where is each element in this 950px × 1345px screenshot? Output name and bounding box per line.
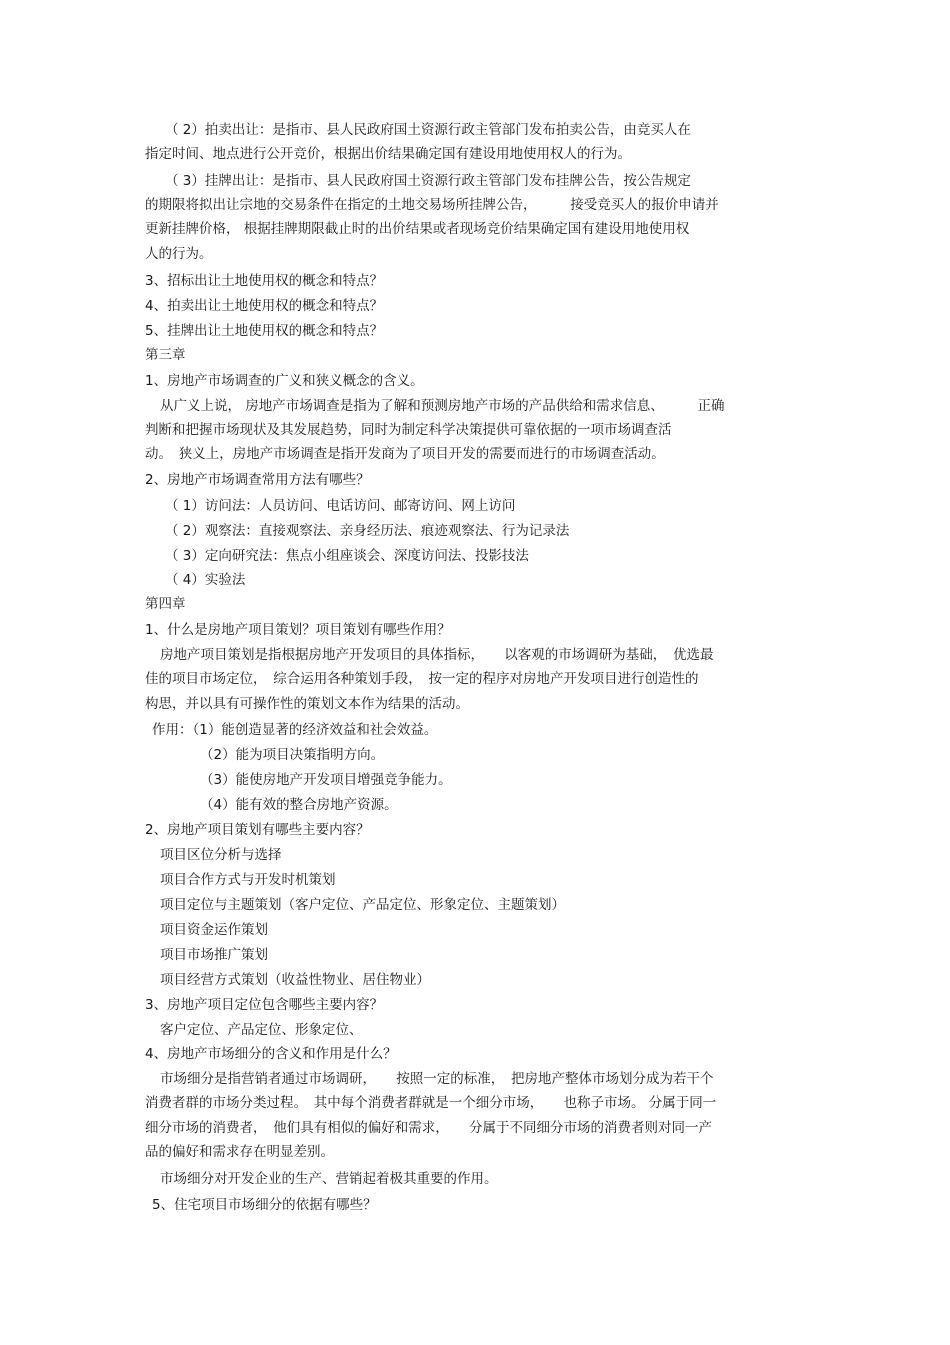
list-item: 项目合作方式与开发时机策划 (160, 872, 336, 888)
list-item: 项目资金运作策划 (160, 922, 268, 938)
list-item: 项目市场推广策划 (160, 947, 268, 963)
question-heading: 2、房地产市场调查常用方法有哪些？ (145, 472, 370, 488)
text-line: 市场细分是指营销者通过市场调研， 按照一定的标准， 把房地产整体市场划分成为若干个 (160, 1071, 714, 1087)
list-item: （ 2）观察法：直接观察法、亲身经历法、痕迹观察法、行为记录法 (165, 523, 570, 539)
text-line: 构思，并以具有可操作性的策划文本作为结果的活动。 (145, 696, 469, 712)
question-heading: 5、住宅项目市场细分的依据有哪些？ (152, 1197, 377, 1213)
text-line: 品的偏好和需求存在明显差别。 (145, 1144, 334, 1160)
question-heading: 4、房地产市场细分的含义和作用是什么？ (145, 1046, 397, 1062)
list-item: 项目经营方式策划（收益性物业、居住物业） (160, 972, 430, 988)
question-heading: 3、房地产项目定位包含哪些主要内容？ (145, 997, 384, 1013)
text-line: 指定时间、地点进行公开竞价，根据出价结果确定国有建设用地使用权人的行为。 (145, 146, 631, 162)
list-item: （4）能有效的整合房地产资源。 (200, 797, 398, 813)
text-line: 判断和把握市场现状及其发展趋势，同时为制定科学决策提供可靠依据的一项市场调查活 (145, 422, 672, 438)
text-line: 从广义上说， 房地产市场调查是指为了解和预测房地产市场的产品供给和需求信息、 正确 (160, 398, 725, 414)
text-line: 佳的项目市场定位， 综合运用各种策划手段， 按一定的程序对房地产开发项目进行创造性的 (145, 671, 699, 687)
text-line: 客户定位、产品定位、形象定位、 (160, 1022, 363, 1038)
question-heading: 2、房地产项目策划有哪些主要内容？ (145, 822, 370, 838)
list-item: （ 3）定向研究法：焦点小组座谈会、深度访问法、投影技法 (165, 548, 529, 564)
text-line: （ 3）挂牌出让：是指市、县人民政府国土资源行政主管部门发布挂牌公告，按公告规定 (165, 173, 691, 189)
question-heading: 1、什么是房地产项目策划？项目策划有哪些作用？ (145, 622, 451, 638)
list-item: 项目定位与主题策划（客户定位、产品定位、形象定位、主题策划） (160, 897, 565, 913)
text-line: 房地产项目策划是指根据房地产开发项目的具体指标， 以客观的市场调研为基础， 优选最 (160, 647, 714, 663)
text-line: 人的行为。 (145, 246, 213, 262)
text-line: 的期限将拟出让宗地的交易条件在指定的土地交易场所挂牌公告， 接受竞买人的报价申请并 (145, 197, 719, 213)
text-line: 市场细分对开发企业的生产、营销起着极其重要的作用。 (160, 1171, 498, 1187)
question-heading: 3、招标出让土地使用权的概念和特点？ (145, 273, 384, 289)
question-heading: 1、房地产市场调查的广义和狭义概念的含义。 (145, 373, 424, 389)
list-item: 作用：（1）能创造显著的经济效益和社会效益。 (152, 722, 438, 738)
question-heading: 4、拍卖出让土地使用权的概念和特点？ (145, 298, 384, 314)
question-heading: 5、挂牌出让土地使用权的概念和特点？ (145, 323, 384, 339)
chapter-heading: 第四章 (145, 596, 186, 612)
list-item: 项目区位分析与选择 (160, 847, 282, 863)
list-item: （ 4）实验法 (165, 572, 246, 588)
text-line: 细分市场的消费者， 他们具有相似的偏好和需求， 分属于不同细分市场的消费者则对同一产 (145, 1120, 712, 1136)
chapter-heading: 第三章 (145, 347, 186, 363)
text-line: 更新挂牌价格， 根据挂牌期限截止时的出价结果或者现场竞价结果确定国有建设用地使用权 (145, 221, 690, 237)
list-item: （2）能为项目决策指明方向。 (200, 747, 385, 763)
list-item: （3）能使房地产开发项目增强竞争能力。 (200, 772, 452, 788)
text-line: （ 2）拍卖出让：是指市、县人民政府国土资源行政主管部门发布拍卖公告，由竞买人在 (165, 122, 691, 138)
list-item: （ 1）访问法：人员访问、电话访问、邮寄访问、网上访问 (165, 498, 516, 514)
text-line: 动。 狭义上，房地产市场调查是指开发商为了项目开发的需要而进行的市场调查活动。 (145, 446, 665, 462)
text-line: 消费者群的市场分类过程。 其中每个消费者群就是一个细分市场， 也称子市场。 分属于同一 (145, 1095, 717, 1111)
